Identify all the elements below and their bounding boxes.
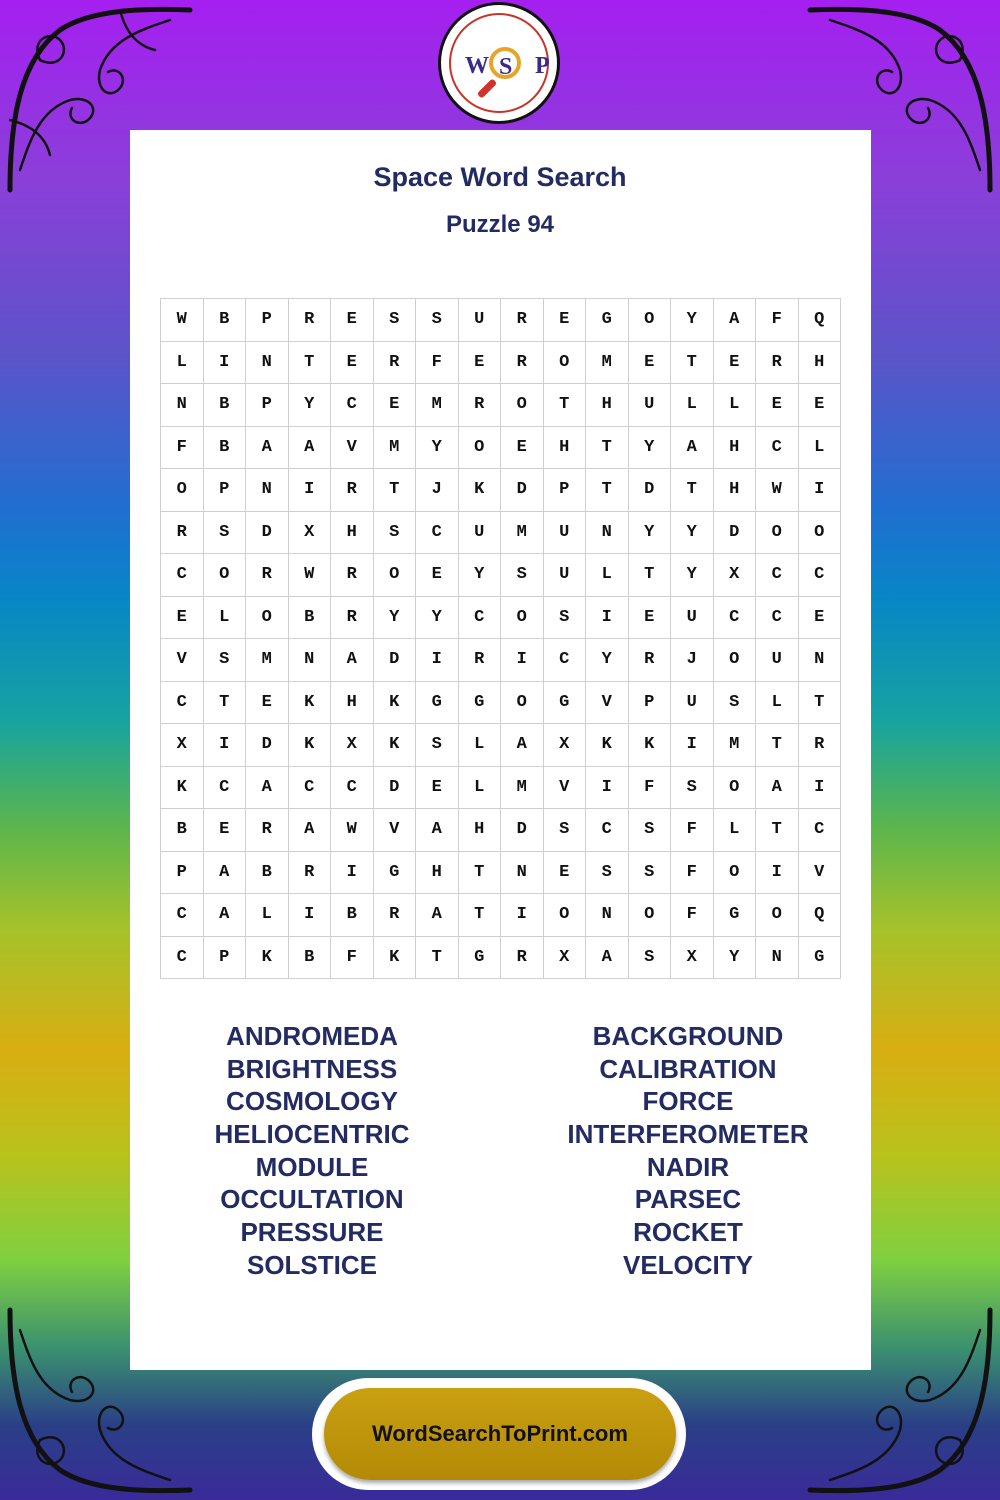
word-item: PRESSURE [240, 1217, 384, 1248]
grid-cell[interactable]: R [289, 852, 332, 895]
grid-cell[interactable]: L [246, 894, 289, 937]
grid-cell[interactable]: C [714, 597, 757, 640]
grid-cell[interactable]: M [416, 384, 459, 427]
grid-cell[interactable]: I [671, 724, 714, 767]
grid-cell[interactable]: C [204, 767, 247, 810]
grid-cell[interactable]: X [544, 937, 587, 980]
grid-cell[interactable]: C [756, 427, 799, 470]
grid-cell[interactable]: C [799, 809, 842, 852]
grid-cell[interactable]: T [629, 554, 672, 597]
grid-cell[interactable]: A [714, 299, 757, 342]
grid-cell[interactable]: I [756, 852, 799, 895]
grid-cell[interactable]: D [374, 767, 417, 810]
logo-letter-p: P [535, 53, 550, 79]
grid-cell[interactable]: D [374, 639, 417, 682]
grid-cell[interactable]: T [416, 937, 459, 980]
grid-cell[interactable]: C [161, 937, 204, 980]
grid-cell[interactable]: V [544, 767, 587, 810]
grid-cell[interactable]: Y [671, 512, 714, 555]
grid-cell[interactable]: Y [289, 384, 332, 427]
grid-cell[interactable]: A [756, 767, 799, 810]
grid-cell[interactable]: K [374, 937, 417, 980]
grid-cell[interactable]: T [799, 682, 842, 725]
grid-cell[interactable]: T [289, 342, 332, 385]
grid-cell[interactable]: G [459, 937, 502, 980]
grid-cell[interactable]: C [544, 639, 587, 682]
grid-cell[interactable]: L [799, 427, 842, 470]
grid-cell[interactable]: D [246, 512, 289, 555]
grid-cell[interactable]: T [544, 384, 587, 427]
grid-cell[interactable]: I [501, 894, 544, 937]
grid-cell[interactable]: I [416, 639, 459, 682]
grid-cell[interactable]: S [714, 682, 757, 725]
grid-cell[interactable]: L [714, 809, 757, 852]
grid-cell[interactable]: C [756, 554, 799, 597]
grid-cell[interactable]: H [799, 342, 842, 385]
website-link-button[interactable] [324, 1388, 676, 1480]
grid-cell[interactable]: A [331, 639, 374, 682]
grid-cell[interactable]: X [331, 724, 374, 767]
grid-cell[interactable]: A [246, 767, 289, 810]
grid-cell[interactable]: L [459, 724, 502, 767]
word-item: PARSEC [634, 1184, 742, 1215]
word-item: NADIR [646, 1151, 730, 1182]
grid-cell[interactable]: L [756, 682, 799, 725]
grid-cell[interactable]: W [161, 299, 204, 342]
grid-cell[interactable]: R [374, 342, 417, 385]
grid-cell[interactable]: K [289, 724, 332, 767]
website-link-label: WordSearchToPrint.com [372, 1421, 628, 1446]
grid-cell[interactable]: A [289, 809, 332, 852]
grid-cell[interactable]: E [799, 384, 842, 427]
grid-cell[interactable]: D [501, 469, 544, 512]
grid-cell[interactable]: E [714, 342, 757, 385]
grid-cell[interactable]: Y [714, 937, 757, 980]
puzzle-number: Puzzle 94 [445, 211, 555, 238]
grid-cell[interactable]: O [714, 852, 757, 895]
grid-cell[interactable]: B [204, 384, 247, 427]
grid-cell[interactable]: I [204, 342, 247, 385]
grid-cell[interactable]: H [331, 512, 374, 555]
grid-cell[interactable]: I [331, 852, 374, 895]
grid-cell[interactable]: H [459, 809, 502, 852]
grid-cell[interactable]: H [714, 469, 757, 512]
grid-cell[interactable]: C [289, 767, 332, 810]
grid-cell[interactable]: L [586, 554, 629, 597]
grid-cell[interactable]: N [586, 512, 629, 555]
grid-cell[interactable]: C [799, 554, 842, 597]
grid-cell[interactable]: D [501, 809, 544, 852]
grid-cell[interactable]: H [714, 427, 757, 470]
grid-cell[interactable]: E [416, 767, 459, 810]
grid-cell[interactable]: F [629, 767, 672, 810]
grid-cell[interactable]: I [289, 469, 332, 512]
grid-cell[interactable]: E [416, 554, 459, 597]
grid-cell[interactable]: P [544, 469, 587, 512]
grid-cell[interactable]: A [586, 937, 629, 980]
grid-cell[interactable]: K [459, 469, 502, 512]
grid-cell[interactable]: R [246, 809, 289, 852]
grid-cell[interactable]: B [204, 427, 247, 470]
grid-cell[interactable]: A [501, 724, 544, 767]
grid-cell[interactable]: M [714, 724, 757, 767]
grid-cell[interactable]: I [204, 724, 247, 767]
grid-cell[interactable]: O [544, 342, 587, 385]
grid-cell[interactable]: T [671, 469, 714, 512]
grid-cell[interactable]: R [501, 937, 544, 980]
word-item: CALIBRATION [599, 1053, 777, 1084]
grid-cell[interactable]: J [671, 639, 714, 682]
grid-cell[interactable]: P [246, 384, 289, 427]
grid-cell[interactable]: G [714, 894, 757, 937]
grid-cell[interactable]: G [799, 937, 842, 980]
grid-cell[interactable]: B [331, 894, 374, 937]
grid-cell[interactable]: O [544, 894, 587, 937]
grid-cell[interactable]: T [204, 682, 247, 725]
grid-cell[interactable]: F [161, 427, 204, 470]
grid-cell[interactable]: R [459, 384, 502, 427]
grid-cell[interactable]: E [544, 299, 587, 342]
grid-cell[interactable]: X [671, 937, 714, 980]
grid-cell[interactable]: T [586, 427, 629, 470]
grid-cell[interactable]: E [544, 852, 587, 895]
grid-cell[interactable]: Y [374, 597, 417, 640]
grid-cell[interactable]: F [671, 809, 714, 852]
grid-cell[interactable]: E [799, 597, 842, 640]
grid-cell[interactable]: Y [671, 299, 714, 342]
word-list-right [488, 1020, 888, 1282]
word-item: SOLSTICE [246, 1249, 377, 1280]
grid-cell[interactable]: O [246, 597, 289, 640]
grid-cell[interactable]: W [331, 809, 374, 852]
grid-cell[interactable]: V [161, 639, 204, 682]
grid-cell[interactable]: C [586, 809, 629, 852]
grid-cell[interactable]: O [714, 639, 757, 682]
grid-cell[interactable]: S [416, 299, 459, 342]
grid-cell[interactable]: R [331, 469, 374, 512]
grid-cell[interactable]: E [374, 384, 417, 427]
grid-cell[interactable]: P [161, 852, 204, 895]
grid-cell[interactable]: S [629, 809, 672, 852]
grid-cell[interactable]: O [629, 299, 672, 342]
grid-cell[interactable]: E [331, 299, 374, 342]
grid-cell[interactable]: O [501, 597, 544, 640]
grid-cell[interactable]: N [246, 469, 289, 512]
grid-cell[interactable]: B [161, 809, 204, 852]
grid-cell[interactable]: C [331, 767, 374, 810]
grid-cell[interactable]: P [246, 299, 289, 342]
grid-cell[interactable]: A [671, 427, 714, 470]
grid-cell[interactable]: O [459, 427, 502, 470]
grid-cell[interactable]: R [459, 639, 502, 682]
grid-cell[interactable]: T [459, 894, 502, 937]
grid-cell[interactable]: A [204, 894, 247, 937]
magnifier-handle [477, 78, 498, 99]
grid-cell[interactable]: I [799, 469, 842, 512]
word-item: HELIOCENTRIC [214, 1119, 410, 1150]
grid-cell[interactable]: Q [799, 299, 842, 342]
grid-cell[interactable]: Y [629, 512, 672, 555]
grid-cell[interactable]: L [459, 767, 502, 810]
grid-cell[interactable]: W [756, 469, 799, 512]
grid-cell[interactable]: N [246, 342, 289, 385]
grid-cell[interactable]: Y [416, 427, 459, 470]
grid-cell[interactable]: R [501, 342, 544, 385]
grid-cell[interactable]: S [629, 852, 672, 895]
grid-cell[interactable]: A [289, 427, 332, 470]
grid-cell[interactable]: U [544, 512, 587, 555]
grid-cell[interactable]: G [586, 299, 629, 342]
grid-cell[interactable]: O [629, 894, 672, 937]
grid-cell[interactable]: U [629, 384, 672, 427]
grid-cell[interactable]: O [161, 469, 204, 512]
grid-cell[interactable]: O [799, 512, 842, 555]
grid-cell[interactable]: M [586, 342, 629, 385]
grid-cell[interactable]: K [374, 682, 417, 725]
grid-cell[interactable]: M [374, 427, 417, 470]
page-title: Space Word Search [373, 162, 627, 192]
grid-cell[interactable]: P [629, 682, 672, 725]
logo-ring [449, 13, 549, 113]
grid-cell[interactable]: P [204, 937, 247, 980]
grid-cell[interactable]: M [246, 639, 289, 682]
grid-cell[interactable]: R [246, 554, 289, 597]
grid-cell[interactable]: A [416, 809, 459, 852]
grid-cell[interactable]: U [459, 512, 502, 555]
word-item: OCCULTATION [220, 1184, 404, 1215]
grid-cell[interactable]: A [246, 427, 289, 470]
word-list-left [112, 1020, 512, 1282]
grid-cell[interactable]: U [756, 639, 799, 682]
grid-cell[interactable]: E [161, 597, 204, 640]
grid-cell[interactable]: T [756, 809, 799, 852]
grid-cell[interactable]: S [204, 512, 247, 555]
word-item: MODULE [255, 1151, 369, 1182]
grid-cell[interactable]: M [501, 767, 544, 810]
grid-cell[interactable]: K [629, 724, 672, 767]
grid-cell[interactable]: U [671, 682, 714, 725]
grid-cell[interactable]: M [501, 512, 544, 555]
grid-cell[interactable]: A [204, 852, 247, 895]
grid-cell[interactable]: E [204, 809, 247, 852]
word-item: FORCE [642, 1086, 734, 1117]
grid-cell[interactable]: W [289, 554, 332, 597]
grid-cell[interactable]: X [161, 724, 204, 767]
grid-cell[interactable]: T [374, 469, 417, 512]
grid-cell[interactable]: G [459, 682, 502, 725]
word-item: ANDROMEDA [226, 1021, 398, 1051]
grid-cell[interactable]: I [501, 639, 544, 682]
grid-cell[interactable]: L [204, 597, 247, 640]
grid-cell[interactable]: L [161, 342, 204, 385]
grid-cell[interactable]: O [756, 512, 799, 555]
grid-cell[interactable]: F [756, 299, 799, 342]
grid-cell[interactable]: E [501, 427, 544, 470]
grid-cell[interactable]: F [331, 937, 374, 980]
grid-cell[interactable]: X [544, 724, 587, 767]
grid-cell[interactable]: N [756, 937, 799, 980]
grid-cell[interactable]: S [671, 767, 714, 810]
grid-cell[interactable]: J [416, 469, 459, 512]
grid-cell[interactable]: C [756, 597, 799, 640]
grid-cell[interactable]: Y [416, 597, 459, 640]
grid-cell[interactable]: Y [629, 427, 672, 470]
grid-cell[interactable]: R [629, 639, 672, 682]
grid-cell[interactable]: O [714, 767, 757, 810]
grid-cell[interactable]: K [586, 724, 629, 767]
grid-cell[interactable]: N [501, 852, 544, 895]
grid-cell[interactable]: N [586, 894, 629, 937]
grid-cell[interactable]: B [289, 597, 332, 640]
grid-cell[interactable]: C [331, 384, 374, 427]
grid-cell[interactable]: K [161, 767, 204, 810]
grid-cell[interactable]: V [331, 427, 374, 470]
grid-cell[interactable]: O [756, 894, 799, 937]
grid-cell[interactable]: E [331, 342, 374, 385]
grid-cell[interactable]: T [586, 469, 629, 512]
grid-cell[interactable]: I [586, 767, 629, 810]
grid-cell[interactable]: S [204, 639, 247, 682]
word-item: VELOCITY [622, 1249, 753, 1280]
grid-cell[interactable]: K [374, 724, 417, 767]
grid-cell[interactable]: C [459, 597, 502, 640]
grid-cell[interactable]: E [629, 597, 672, 640]
grid-cell[interactable]: Y [459, 554, 502, 597]
grid-cell[interactable]: S [544, 809, 587, 852]
grid-cell[interactable]: C [161, 554, 204, 597]
grid-cell[interactable]: B [289, 937, 332, 980]
grid-cell[interactable]: N [161, 384, 204, 427]
grid-cell[interactable]: R [756, 342, 799, 385]
grid-cell[interactable]: G [544, 682, 587, 725]
word-item: COSMOLOGY [226, 1086, 398, 1117]
grid-cell[interactable]: X [289, 512, 332, 555]
grid-cell[interactable]: S [629, 937, 672, 980]
grid-cell[interactable]: O [374, 554, 417, 597]
grid-cell[interactable]: S [586, 852, 629, 895]
grid-cell[interactable]: C [161, 894, 204, 937]
word-item: INTERFEROMETER [567, 1119, 809, 1150]
grid-cell[interactable]: O [501, 682, 544, 725]
grid-cell[interactable]: K [289, 682, 332, 725]
wsp-logo[interactable] [438, 2, 560, 124]
grid-cell[interactable]: E [459, 342, 502, 385]
grid-cell[interactable]: R [374, 894, 417, 937]
grid-cell[interactable]: X [714, 554, 757, 597]
word-item: ROCKET [633, 1217, 743, 1248]
grid-cell[interactable]: R [501, 299, 544, 342]
word-item: BACKGROUND [592, 1021, 784, 1051]
grid-cell[interactable]: F [671, 852, 714, 895]
logo-letter-w: W [465, 53, 489, 79]
grid-cell[interactable]: G [374, 852, 417, 895]
grid-cell[interactable]: R [289, 299, 332, 342]
word-item: BRIGHTNESS [226, 1053, 398, 1084]
grid-cell[interactable]: E [246, 682, 289, 725]
grid-cell[interactable]: E [629, 342, 672, 385]
grid-cell[interactable]: Q [799, 894, 842, 937]
grid-cell[interactable]: B [246, 852, 289, 895]
grid-cell[interactable]: V [586, 682, 629, 725]
grid-cell[interactable]: L [671, 384, 714, 427]
grid-cell[interactable]: E [756, 384, 799, 427]
grid-cell[interactable]: K [246, 937, 289, 980]
grid-cell[interactable]: Y [586, 639, 629, 682]
grid-cell[interactable]: O [501, 384, 544, 427]
letter-grid [160, 298, 841, 979]
grid-cell[interactable]: S [544, 597, 587, 640]
grid-cell[interactable]: V [374, 809, 417, 852]
grid-cell[interactable]: I [586, 597, 629, 640]
grid-cell[interactable]: C [161, 682, 204, 725]
grid-cell[interactable]: R [161, 512, 204, 555]
grid-cell[interactable]: A [416, 894, 459, 937]
grid-cell[interactable]: T [459, 852, 502, 895]
grid-cell[interactable]: N [799, 639, 842, 682]
grid-cell[interactable]: H [586, 384, 629, 427]
grid-cell[interactable]: S [374, 299, 417, 342]
grid-cell[interactable]: H [544, 427, 587, 470]
grid-cell[interactable]: O [204, 554, 247, 597]
grid-cell[interactable]: G [416, 682, 459, 725]
grid-cell[interactable]: D [246, 724, 289, 767]
grid-cell[interactable]: R [331, 597, 374, 640]
grid-cell[interactable]: S [501, 554, 544, 597]
grid-cell[interactable]: L [714, 384, 757, 427]
grid-cell[interactable]: U [544, 554, 587, 597]
grid-cell[interactable]: R [799, 724, 842, 767]
grid-cell[interactable]: F [671, 894, 714, 937]
grid-cell[interactable]: B [204, 299, 247, 342]
grid-cell[interactable]: P [204, 469, 247, 512]
grid-cell[interactable]: U [671, 597, 714, 640]
grid-cell[interactable]: D [714, 512, 757, 555]
grid-cell[interactable]: I [289, 894, 332, 937]
grid-cell[interactable]: I [799, 767, 842, 810]
grid-cell[interactable]: U [459, 299, 502, 342]
grid-cell[interactable]: S [374, 512, 417, 555]
grid-cell[interactable]: H [416, 852, 459, 895]
grid-cell[interactable]: T [671, 342, 714, 385]
grid-cell[interactable]: C [416, 512, 459, 555]
grid-cell[interactable]: V [799, 852, 842, 895]
grid-cell[interactable]: S [416, 724, 459, 767]
grid-cell[interactable]: N [289, 639, 332, 682]
grid-cell[interactable]: T [756, 724, 799, 767]
grid-cell[interactable]: F [416, 342, 459, 385]
grid-cell[interactable]: R [331, 554, 374, 597]
logo-letter-s: S [499, 54, 513, 80]
grid-cell[interactable]: Y [671, 554, 714, 597]
grid-cell[interactable]: D [629, 469, 672, 512]
grid-cell[interactable]: H [331, 682, 374, 725]
